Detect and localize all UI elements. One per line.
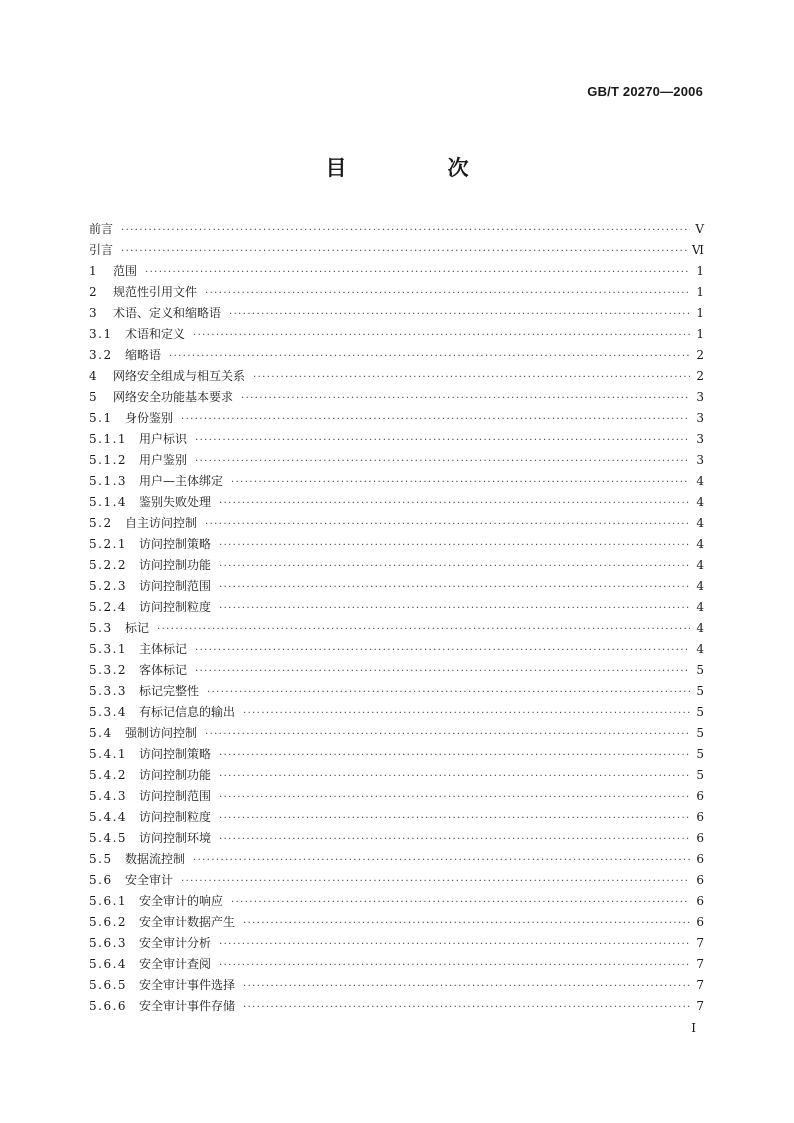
toc-leader-dots: [243, 913, 690, 934]
toc-entry-number: 5.5: [89, 852, 113, 866]
toc-entry-number: 2: [89, 285, 97, 299]
toc-entry-page: 1: [696, 285, 704, 299]
toc-entry-page: 1: [696, 306, 704, 320]
toc-entry-number: 1: [89, 264, 97, 278]
toc-entry-number: 5.1.1: [89, 432, 128, 446]
toc-entry[interactable]: [89, 744, 704, 765]
toc-entry[interactable]: [89, 219, 704, 240]
toc-entry[interactable]: [89, 471, 704, 492]
toc-entry[interactable]: [89, 723, 704, 744]
toc-entry-label: 标记: [125, 621, 150, 635]
toc-entry[interactable]: [89, 618, 704, 639]
toc-entry-label: 安全审计事件选择: [139, 978, 236, 992]
standard-code: GB/T 20270—2006: [587, 84, 703, 99]
toc-entry-page: 5: [696, 768, 704, 782]
toc-entry-label: 有标记信息的输出: [139, 705, 236, 719]
toc-leader-dots: [219, 787, 690, 808]
toc-leader-dots: [207, 682, 690, 703]
toc-entry-page: 7: [696, 978, 704, 992]
table-of-contents: [89, 219, 704, 1017]
toc-entry-page: Ⅴ: [695, 222, 704, 236]
toc-entry-label: 术语、定义和缩略语: [113, 306, 222, 320]
toc-entry-label: 前言: [89, 222, 114, 236]
toc-entry-label: 访问控制环境: [139, 831, 212, 845]
toc-entry-number: 5.6.6: [89, 999, 128, 1013]
toc-entry-label: 安全审计事件存储: [139, 999, 236, 1013]
toc-entry-number: 5: [89, 390, 97, 404]
toc-entry[interactable]: [89, 240, 704, 261]
toc-leader-dots: [219, 934, 690, 955]
toc-leader-dots: [205, 724, 690, 745]
toc-entry[interactable]: [89, 345, 704, 366]
toc-entry-number: 5.4.3: [89, 789, 128, 803]
toc-entry-page: Ⅵ: [691, 243, 704, 257]
toc-entry-page: 4: [696, 558, 704, 572]
toc-entry-page: 1: [696, 327, 704, 341]
toc-entry-label: 鉴别失败处理: [139, 495, 212, 509]
toc-leader-dots: [241, 388, 690, 409]
toc-leader-dots: [181, 871, 690, 892]
toc-entry-label: 访问控制范围: [139, 579, 212, 593]
toc-entry-label: 引言: [89, 243, 114, 257]
toc-entry-page: 6: [696, 852, 704, 866]
toc-entry-label: 访问控制策略: [139, 537, 212, 551]
toc-leader-dots: [219, 535, 690, 556]
toc-entry-number: 5.1.4: [89, 495, 128, 509]
toc-leader-dots: [231, 472, 690, 493]
toc-leader-dots: [243, 997, 690, 1018]
toc-entry-page: 5: [696, 747, 704, 761]
toc-entry-label: 身份鉴别: [125, 411, 174, 425]
toc-entry[interactable]: [89, 660, 704, 681]
toc-leader-dots: [219, 808, 690, 829]
toc-entry-number: 5.4.5: [89, 831, 128, 845]
toc-entry-number: 5.6.4: [89, 957, 128, 971]
toc-entry-page: 7: [696, 957, 704, 971]
toc-entry-page: 3: [696, 411, 704, 425]
toc-leader-dots: [219, 556, 690, 577]
toc-entry-number: 4: [89, 369, 97, 383]
toc-leader-dots: [121, 241, 688, 262]
toc-entry-page: 3: [696, 453, 704, 467]
toc-entry-number: 5.3.1: [89, 642, 128, 656]
toc-entry[interactable]: [89, 303, 704, 324]
toc-leader-dots: [229, 304, 690, 325]
toc-entry-label: 用户标识: [139, 432, 188, 446]
toc-entry-label: 主体标记: [139, 642, 188, 656]
toc-entry-number: 5.2.3: [89, 579, 128, 593]
toc-entry-label: 自主访问控制: [125, 516, 198, 530]
page-number: Ⅰ: [691, 1021, 696, 1035]
toc-entry-page: 4: [696, 579, 704, 593]
toc-entry-page: 5: [696, 705, 704, 719]
toc-entry-label: 访问控制策略: [139, 747, 212, 761]
toc-entry[interactable]: [89, 576, 704, 597]
toc-entry-number: 5.3: [89, 621, 113, 635]
toc-entry-page: 6: [696, 789, 704, 803]
toc-entry[interactable]: [89, 513, 704, 534]
toc-leader-dots: [145, 262, 690, 283]
toc-leader-dots: [205, 283, 690, 304]
toc-entry-page: 7: [696, 936, 704, 950]
toc-entry-number: 5.1.3: [89, 474, 128, 488]
toc-leader-dots: [169, 346, 690, 367]
toc-entry-page: 4: [696, 537, 704, 551]
toc-leader-dots: [195, 640, 690, 661]
toc-leader-dots: [193, 850, 690, 871]
toc-entry-number: 3: [89, 306, 97, 320]
toc-entry-page: 4: [696, 621, 704, 635]
toc-entry-label: 安全审计分析: [139, 936, 212, 950]
toc-entry-label: 用户鉴别: [139, 453, 188, 467]
page-title: 目 次: [325, 156, 509, 180]
toc-leader-dots: [195, 451, 690, 472]
toc-leader-dots: [231, 892, 690, 913]
toc-entry[interactable]: [89, 261, 704, 282]
toc-entry-number: 5.3.3: [89, 684, 128, 698]
toc-entry[interactable]: [89, 828, 704, 849]
toc-leader-dots: [181, 409, 690, 430]
toc-entry-page: 6: [696, 894, 704, 908]
toc-entry-number: 5.4: [89, 726, 113, 740]
toc-entry-number: 5.2.4: [89, 600, 128, 614]
toc-leader-dots: [219, 829, 690, 850]
toc-entry-page: 6: [696, 873, 704, 887]
toc-entry-page: 2: [696, 348, 704, 362]
toc-entry-label: 访问控制功能: [139, 558, 212, 572]
toc-entry-number: 5.3.4: [89, 705, 128, 719]
toc-entry[interactable]: [89, 870, 704, 891]
toc-entry-label: 用户—主体绑定: [139, 474, 224, 488]
toc-entry-label: 网络安全功能基本要求: [113, 390, 234, 404]
toc-entry[interactable]: [89, 786, 704, 807]
toc-entry-label: 缩略语: [125, 348, 162, 362]
toc-entry[interactable]: [89, 912, 704, 933]
toc-entry-page: 4: [696, 474, 704, 488]
toc-entry-label: 范围: [113, 264, 138, 278]
toc-entry-label: 安全审计数据产生: [139, 915, 236, 929]
toc-entry-number: 5.6.2: [89, 915, 128, 929]
toc-entry-page: 6: [696, 831, 704, 845]
toc-entry-label: 安全审计: [125, 873, 174, 887]
toc-leader-dots: [195, 661, 690, 682]
toc-entry-label: 规范性引用文件: [113, 285, 198, 299]
toc-entry-page: 7: [696, 999, 704, 1013]
toc-entry[interactable]: [89, 681, 704, 702]
toc-entry-number: 5.6.5: [89, 978, 128, 992]
toc-entry-number: 5.4.2: [89, 768, 128, 782]
toc-entry-page: 6: [696, 915, 704, 929]
toc-entry[interactable]: [89, 408, 704, 429]
toc-entry-page: 5: [696, 684, 704, 698]
toc-leader-dots: [219, 493, 690, 514]
toc-entry-number: 5.4.1: [89, 747, 128, 761]
toc-entry[interactable]: [89, 975, 704, 996]
toc-entry[interactable]: [89, 429, 704, 450]
toc-leader-dots: [157, 619, 690, 640]
toc-entry-label: 标记完整性: [139, 684, 200, 698]
toc-entry-page: 2: [696, 369, 704, 383]
toc-entry-label: 访问控制粒度: [139, 810, 212, 824]
toc-leader-dots: [253, 367, 690, 388]
toc-entry-number: 5.6.1: [89, 894, 128, 908]
toc-entry-page: 4: [696, 495, 704, 509]
toc-entry[interactable]: [89, 282, 704, 303]
toc-entry-page: 3: [696, 432, 704, 446]
toc-entry[interactable]: [89, 807, 704, 828]
toc-entry[interactable]: [89, 849, 704, 870]
toc-entry-label: 网络安全组成与相互关系: [113, 369, 246, 383]
toc-entry-page: 3: [696, 390, 704, 404]
toc-entry-number: 5.6: [89, 873, 113, 887]
toc-entry[interactable]: [89, 324, 704, 345]
toc-leader-dots: [219, 577, 690, 598]
toc-entry-number: 5.4.4: [89, 810, 128, 824]
toc-entry-label: 强制访问控制: [125, 726, 198, 740]
toc-leader-dots: [243, 703, 690, 724]
toc-entry-number: 5.2.2: [89, 558, 128, 572]
toc-entry-number: 5.2.1: [89, 537, 128, 551]
toc-leader-dots: [219, 745, 690, 766]
toc-leader-dots: [195, 430, 690, 451]
toc-entry-number: 5.3.2: [89, 663, 128, 677]
toc-leader-dots: [121, 220, 690, 241]
toc-entry-number: 5.1: [89, 411, 113, 425]
toc-entry-number: 3.1: [89, 327, 113, 341]
toc-entry-label: 访问控制功能: [139, 768, 212, 782]
toc-entry[interactable]: [89, 954, 704, 975]
toc-entry-page: 5: [696, 726, 704, 740]
toc-entry-page: 1: [696, 264, 704, 278]
toc-leader-dots: [243, 976, 690, 997]
toc-entry-page: 4: [696, 516, 704, 530]
toc-leader-dots: [219, 955, 690, 976]
toc-entry-page: 5: [696, 663, 704, 677]
toc-entry[interactable]: [89, 765, 704, 786]
toc-entry-page: 4: [696, 642, 704, 656]
toc-entry[interactable]: [89, 891, 704, 912]
toc-entry[interactable]: [89, 450, 704, 471]
toc-entry-label: 术语和定义: [125, 327, 186, 341]
toc-leader-dots: [205, 514, 690, 535]
toc-entry[interactable]: [89, 639, 704, 660]
toc-entry-label: 安全审计查阅: [139, 957, 212, 971]
toc-entry-number: 3.2: [89, 348, 113, 362]
toc-entry[interactable]: [89, 555, 704, 576]
toc-entry-number: 5.2: [89, 516, 113, 530]
toc-entry-label: 访问控制粒度: [139, 600, 212, 614]
toc-entry[interactable]: [89, 597, 704, 618]
toc-leader-dots: [219, 598, 690, 619]
toc-entry[interactable]: [89, 996, 704, 1017]
toc-entry[interactable]: [89, 387, 704, 408]
toc-entry-number: 5.1.2: [89, 453, 128, 467]
toc-entry-page: 4: [696, 600, 704, 614]
toc-entry-number: 5.6.3: [89, 936, 128, 950]
toc-entry-page: 6: [696, 810, 704, 824]
toc-entry[interactable]: [89, 534, 704, 555]
toc-entry[interactable]: [89, 933, 704, 954]
toc-entry-label: 访问控制范围: [139, 789, 212, 803]
toc-entry-label: 安全审计的响应: [139, 894, 224, 908]
toc-entry-label: 数据流控制: [125, 852, 186, 866]
toc-leader-dots: [193, 325, 690, 346]
toc-entry[interactable]: [89, 702, 704, 723]
toc-entry-label: 客体标记: [139, 663, 188, 677]
toc-entry[interactable]: [89, 366, 704, 387]
toc-entry[interactable]: [89, 492, 704, 513]
toc-leader-dots: [219, 766, 690, 787]
